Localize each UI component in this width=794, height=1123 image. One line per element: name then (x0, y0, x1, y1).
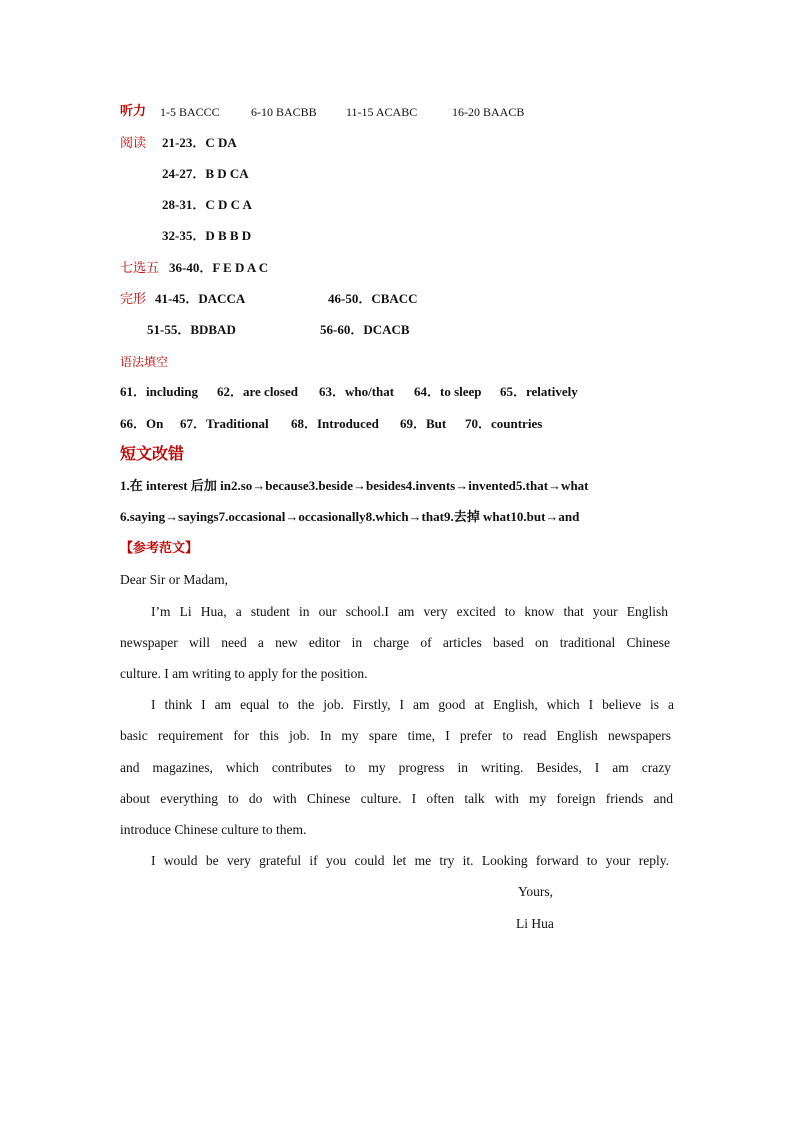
cloze-answer: 51-55．BDBAD (147, 322, 236, 337)
correction-line: 1.在 interest 后加 in2.so→because3.beside→besides4.invents→invented5.that→what (120, 478, 589, 493)
essay-line: newspaper will need a new editor in charge of articles based on traditional Chinese (120, 635, 670, 650)
sample-essay-label: 【参考范文】 (120, 540, 199, 555)
reading-answer: 21-23．C DA (162, 135, 237, 150)
grammar-label: 语法填空 (120, 355, 169, 369)
grammar-answer: 70．countries (465, 416, 543, 431)
grammar-answer: 67．Traditional (180, 416, 269, 431)
essay-closing: Yours, (518, 884, 554, 899)
essay-signature: Li Hua (516, 916, 554, 931)
essay-line: I think I am equal to the job. Firstly, I am good at English, which I believe is a (151, 697, 674, 712)
listening-answer: 11-15 ACABC (346, 105, 418, 119)
grammar-answer: 68．Introduced (291, 416, 379, 431)
listening-label: 听力 (120, 103, 147, 118)
grammar-answer: 63．who/that (319, 384, 395, 399)
reading-answer: 24-27．B D CA (162, 166, 249, 181)
essay-line: I would be very grateful if you could let me try it. Looking forward to your reply. (151, 853, 669, 868)
grammar-answer: 69．But (400, 416, 447, 431)
cloze-answer: 46-50．CBACC (328, 291, 418, 306)
essay-greeting: Dear Sir or Madam, (120, 572, 228, 587)
cloze-label: 完形 (120, 291, 147, 306)
seven-choose-five-label: 七选五 (120, 260, 160, 275)
grammar-answer: 65．relatively (500, 384, 578, 399)
reading-answer: 32-35．D B B D (162, 228, 252, 243)
essay-line: introduce Chinese culture to them. (120, 822, 307, 837)
grammar-answer: 66．On (120, 416, 164, 431)
essay-line: basic requirement for this job. In my spare time, I prefer to read English newspapers (120, 728, 671, 743)
listening-answer: 1-5 BACCC (160, 105, 220, 119)
essay-line: culture. I am writing to apply for the position. (120, 666, 368, 681)
grammar-answer: 64．to sleep (414, 384, 482, 399)
essay-line: I’m Li Hua, a student in our school.I am very excited to know that your English (151, 604, 668, 619)
listening-answer: 16-20 BAACB (452, 105, 525, 119)
reading-answer: 28-31．C D C A (162, 197, 252, 212)
cloze-answer: 41-45．DACCA (155, 291, 246, 306)
essay-line: and magazines, which contributes to my progress in writing. Besides, I am crazy (120, 760, 671, 775)
listening-answer: 6-10 BACBB (251, 105, 317, 119)
cloze-answer: 56-60．DCACB (320, 322, 410, 337)
seven-choose-five-answer: 36-40．F E D A C (169, 260, 269, 275)
grammar-answer: 61．including (120, 384, 199, 399)
correction-label: 短文改错 (120, 446, 185, 463)
correction-line: 6.saying→sayings7.occasional→occasionally8.which→that9.去掉 what10.but→and (120, 509, 580, 524)
essay-line: about everything to do with Chinese culture. I often talk with my foreign friends and (120, 791, 673, 806)
reading-label: 阅读 (120, 135, 147, 150)
grammar-answer: 62．are closed (217, 384, 298, 399)
